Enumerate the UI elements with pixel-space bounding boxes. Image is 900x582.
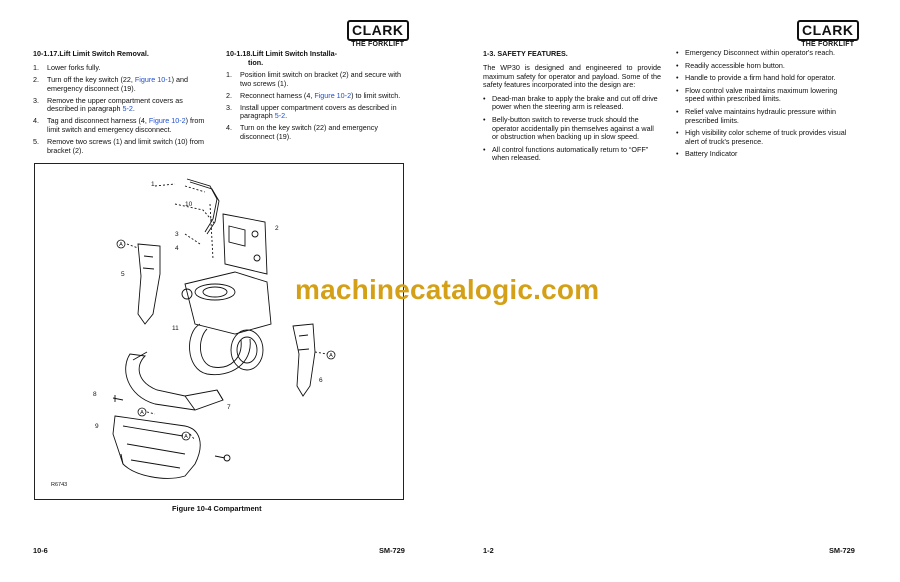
safety-bullet-item	[676, 49, 854, 58]
step-text: Turn off the key switch (22,	[47, 75, 135, 85]
safety-bullet-item	[676, 108, 854, 125]
safety-bullet-item	[676, 62, 854, 71]
callout-6: 6	[319, 377, 323, 384]
clark-logo-brand: CLARK	[797, 20, 859, 41]
watermark: machinecatalogic.com	[295, 274, 600, 305]
callout-8: 8	[93, 391, 97, 398]
detail-marker-a	[138, 408, 146, 416]
installation-heading	[226, 49, 404, 67]
bullet-text: High visibility color scheme of truck provides visual alert of truck's presence.	[685, 128, 847, 146]
safety-bullet-item	[483, 146, 661, 163]
safety-bullet-item	[676, 87, 854, 104]
bullet-glyph: •	[676, 85, 679, 95]
clark-logo-brand: CLARK	[347, 20, 409, 41]
bullet-text: Emergency Disconnect within operator's reach.	[685, 48, 835, 57]
step-item	[226, 92, 404, 101]
step-number: 3.	[226, 102, 232, 112]
step-number: 3.	[33, 95, 39, 105]
callout-1: 1	[151, 181, 155, 188]
bullet-glyph: •	[483, 114, 486, 124]
step-text: Remove two screws (1) and limit switch (10) from bracket (2).	[47, 137, 204, 155]
step-number: 1.	[33, 63, 39, 72]
step-item	[226, 71, 404, 88]
detail-marker-a	[327, 351, 335, 359]
safety-bullets-right	[676, 49, 854, 159]
safety-bullet-item	[676, 129, 854, 146]
bullet-text: Dead-man brake to apply the brake and cut off drive power when the steering arm is released.	[492, 93, 658, 112]
step-number: 5.	[33, 137, 39, 147]
bullet-glyph: •	[676, 48, 679, 57]
step-item	[33, 76, 211, 93]
bullet-glyph: •	[676, 106, 679, 116]
installation-heading-line2: tion.	[248, 58, 264, 67]
bullet-glyph: •	[483, 93, 486, 103]
cross-reference-link[interactable]: Figure 10-1	[134, 75, 172, 85]
step-text: Position limit switch on bracket (2) and secure with two screws (1).	[240, 70, 401, 88]
figure-caption: Figure 10-4 Compartment	[172, 504, 262, 513]
step-item	[226, 124, 404, 141]
step-text: Reconnect harness (4,	[240, 90, 315, 100]
bullet-text: All control functions automatically return to “OFF” when released.	[492, 144, 649, 163]
bullet-glyph: •	[676, 149, 679, 159]
step-text: Tag and disconnect harness (4,	[47, 116, 149, 126]
removal-section	[33, 49, 211, 159]
step-item	[33, 138, 211, 155]
installation-heading-line1: 10-1.18.Lift Limit Switch Installa-	[226, 49, 338, 58]
safety-bullet-item	[676, 74, 854, 83]
safety-bullets-left	[483, 95, 661, 163]
step-number: 2.	[226, 90, 232, 100]
detail-marker-letter: A	[119, 242, 123, 248]
step-number: 4.	[33, 116, 39, 126]
cross-reference-link[interactable]: Figure 10-2	[148, 116, 186, 126]
installation-section	[226, 49, 404, 145]
detail-marker-a	[117, 240, 125, 248]
callout-5: 5	[121, 271, 125, 278]
bullet-glyph: •	[676, 128, 679, 138]
step-item	[33, 64, 211, 73]
cross-reference-link[interactable]: 5-2	[122, 104, 133, 114]
figure-code: R6743	[51, 482, 68, 488]
safety-bullet-item	[483, 116, 661, 142]
bullet-text: Battery Indicator	[685, 149, 738, 159]
safety-bullet-item	[483, 95, 661, 112]
callout-9: 9	[95, 423, 99, 430]
figure-frame	[34, 163, 404, 500]
removal-steps	[33, 64, 211, 155]
safety-section-continued	[676, 49, 854, 163]
right-footer-page: 1-2	[483, 546, 494, 555]
step-item	[33, 97, 211, 114]
safety-bullet-item	[676, 150, 854, 159]
callout-11: 11	[172, 325, 179, 332]
step-item	[33, 117, 211, 134]
clark-logo-tagline: THE FORKLIFT	[351, 41, 405, 48]
bullet-glyph: •	[676, 73, 679, 83]
bullet-glyph: •	[676, 60, 679, 70]
compartment-exploded-diagram	[35, 164, 403, 499]
step-text: .	[132, 104, 135, 114]
bullet-glyph: •	[483, 144, 486, 154]
callout-4: 4	[175, 245, 179, 252]
detail-marker-letter: A	[329, 353, 333, 359]
detail-marker-a	[182, 432, 190, 440]
step-text: Remove the upper compartment covers as described in paragraph	[47, 95, 183, 114]
callout-3: 3	[175, 231, 179, 238]
detail-marker-letter: A	[140, 410, 144, 416]
step-text: ) to limit switch.	[351, 90, 401, 100]
cross-reference-link[interactable]: 5-2	[274, 111, 286, 121]
step-item	[226, 104, 404, 121]
safety-section	[483, 49, 661, 167]
clark-logo	[347, 20, 409, 48]
right-footer-doc: SM-729	[829, 546, 855, 555]
removal-heading: 10-1.17.Lift Limit Switch Removal.	[33, 49, 149, 58]
step-text: Install upper compartment covers as described in paragraph	[240, 102, 397, 121]
safety-intro: The WP30 is designed and engineered to provide maximum safety for operator and payload. Some of the safety features incorporated into the design are:	[483, 63, 661, 90]
bullet-text: Flow control valve maintains maximum lowering speed within prescribed limits.	[685, 85, 838, 104]
step-number: 4.	[226, 123, 232, 133]
step-number: 1.	[226, 70, 232, 79]
detail-marker-letter: A	[184, 434, 188, 440]
left-footer-doc: SM-729	[379, 546, 405, 555]
bullet-text: Handle to provide a firm hand hold for operator.	[685, 73, 836, 83]
step-text: Turn on the key switch (22) and emergency disconnect (19).	[240, 123, 378, 142]
step-text: .	[285, 111, 288, 121]
safety-heading: 1-3. SAFETY FEATURES.	[483, 49, 568, 58]
cross-reference-link[interactable]: Figure 10-2	[314, 90, 352, 100]
step-text: ) from limit switch and emergency disconnect.	[47, 116, 205, 135]
bullet-text: Readily accessible horn button.	[685, 60, 785, 70]
left-footer-page: 10-6	[33, 546, 48, 555]
bullet-text: Belly-button switch to reverse truck should the operator accidentally pin themselves against a wall or obstruction when backing up in slow speed.	[492, 114, 654, 142]
step-text: Lower forks fully.	[47, 63, 101, 72]
installation-steps	[226, 71, 404, 142]
callout-10: 10	[185, 201, 193, 208]
callout-2: 2	[275, 225, 279, 232]
callout-7: 7	[227, 404, 231, 411]
step-number: 2.	[33, 75, 39, 85]
clark-logo	[797, 20, 859, 48]
step-text: ) and emergency disconnect (19).	[47, 75, 189, 93]
clark-logo-tagline: THE FORKLIFT	[801, 41, 855, 48]
bullet-text: Relief valve maintains hydraulic pressure within prescribed limits.	[685, 106, 837, 125]
